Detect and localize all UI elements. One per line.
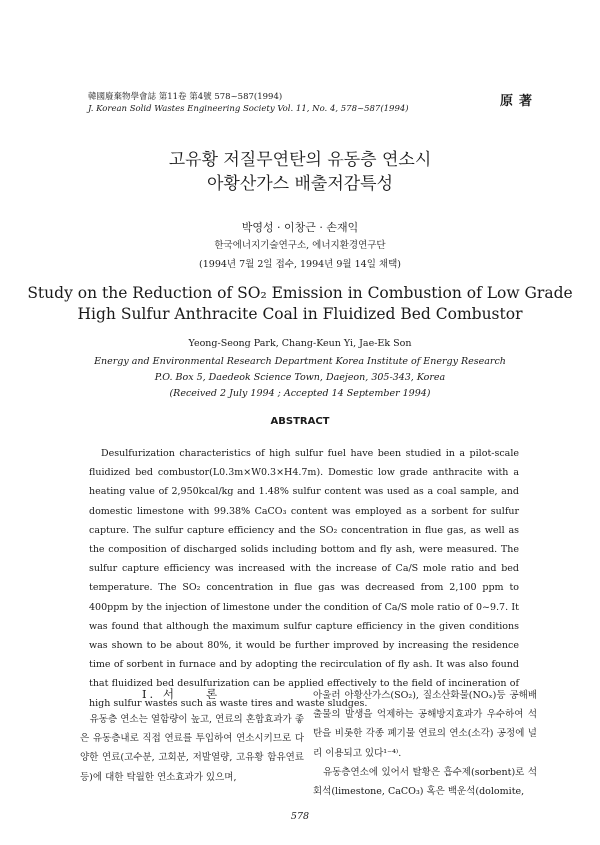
journal-citation-korean: 韓國廢棄物學會誌 第11卷 第4號 578~587(1994)	[88, 92, 283, 102]
affiliation-dates: (Received 2 July 1994 ; Accepted 14 September 1994)	[169, 388, 431, 399]
korean-dates: (1994년 7월 2일 접수, 1994년 9월 14일 채택)	[199, 259, 401, 270]
affiliation-department: Energy and Environmental Research Department Korea Institute of Energy Research	[94, 356, 506, 367]
journal-citation-english: J. Korean Solid Wastes Engineering Society Vol. 11, No. 4, 578~587(1994)	[88, 104, 409, 114]
english-title-line-1: Study on the Reduction of SO₂ Emission in Combustion of Low Grade	[27, 284, 573, 302]
body-column-right: 아울러 아황산가스(SO₂), 질소산화물(NOₓ)등 공해배출물의 발생을 억제하는 공해방지효과가 우수하여 석탄을 비롯한 각종 폐기물 연료의 연소(소각) 공정에 널리 이용되고 있다¹⁻⁴⁾. 유동층연소에 있어서 탈황은 흡수제(sorbent)로 석회석(limestone, CaCO₃) 혹은 백운석(dolomite,	[313, 690, 537, 798]
body-column-left: 유동층 연소는 열함량이 높고, 연료의 혼합효과가 좋은 유동층내로 직접 연료를 투입하여 연소시키므로 다양한 연료(고수분, 고회분, 저발열량, 고유황 함유연료등)에 대한 탁월한 연소효과가 있으며,	[80, 714, 304, 783]
journal-header	[88, 91, 409, 115]
english-authors: Yeong-Seong Park, Chang-Keun Yi, Jae-Ek Son	[188, 338, 412, 349]
section-heading-introduction: I. 서 론	[142, 687, 221, 701]
english-title	[0, 283, 600, 325]
korean-title-line-1: 고유황 저질무연탄의 유동층 연소시	[168, 150, 432, 170]
korean-title-line-2: 아황산가스 배출저감특성	[206, 174, 394, 194]
affiliation-address: P.O. Box 5, Daedeok Science Town, Daejeon, 305-343, Korea	[154, 372, 446, 383]
korean-authors: 박영성 · 이창근 · 손재익	[241, 221, 359, 234]
article-category: 原著	[500, 94, 539, 109]
korean-title	[0, 148, 600, 196]
korean-institution: 한국에너지기술연구소, 에너지환경연구단	[214, 240, 386, 251]
abstract-text: Desulfurization characteristics of high sulfur fuel have been studied in a pilot-scale fluidized bed combustor(L0.3m×W0.3×H4.7m). Domestic low grade anthracite with a heating value of 2,950kcal/kg and 1.48% sulfur content was used as a coal sample, and domestic limestone with 99.38% CaCO₃ content was employed as a sorbent for sulfur capture. The sulfur capture efficiency and the SO₂ concentration in flue gas, as well as the composition of discharged solids including bottom and fly ash, were measured. The sulfur capture efficiency was increased with the increase of Ca/S mole ratio and bed temperature. The SO₂ concentration in flue gas was decreased from 2,100 ppm to 400ppm by the injection of limestone under the condition of Ca/S mole ratio of 0~9.7. It was found that although the maximum sulfur capture efficiency in the given conditions was shown to be about 80%, it would be further improved by increasing the residence time of sorbent in furnace and by adopting the recirculation of fly ash. It was also found that fluidized bed desulfurization can be applied effectively to the field of incineration of high sulfur wastes such as waste tires and waste sludges.	[89, 448, 519, 709]
english-title-line-2: High Sulfur Anthracite Coal in Fluidized Bed Combustor	[77, 305, 523, 323]
abstract-heading: ABSTRACT	[270, 416, 330, 427]
page-number: 578	[290, 811, 310, 822]
english-affiliation	[0, 354, 600, 402]
